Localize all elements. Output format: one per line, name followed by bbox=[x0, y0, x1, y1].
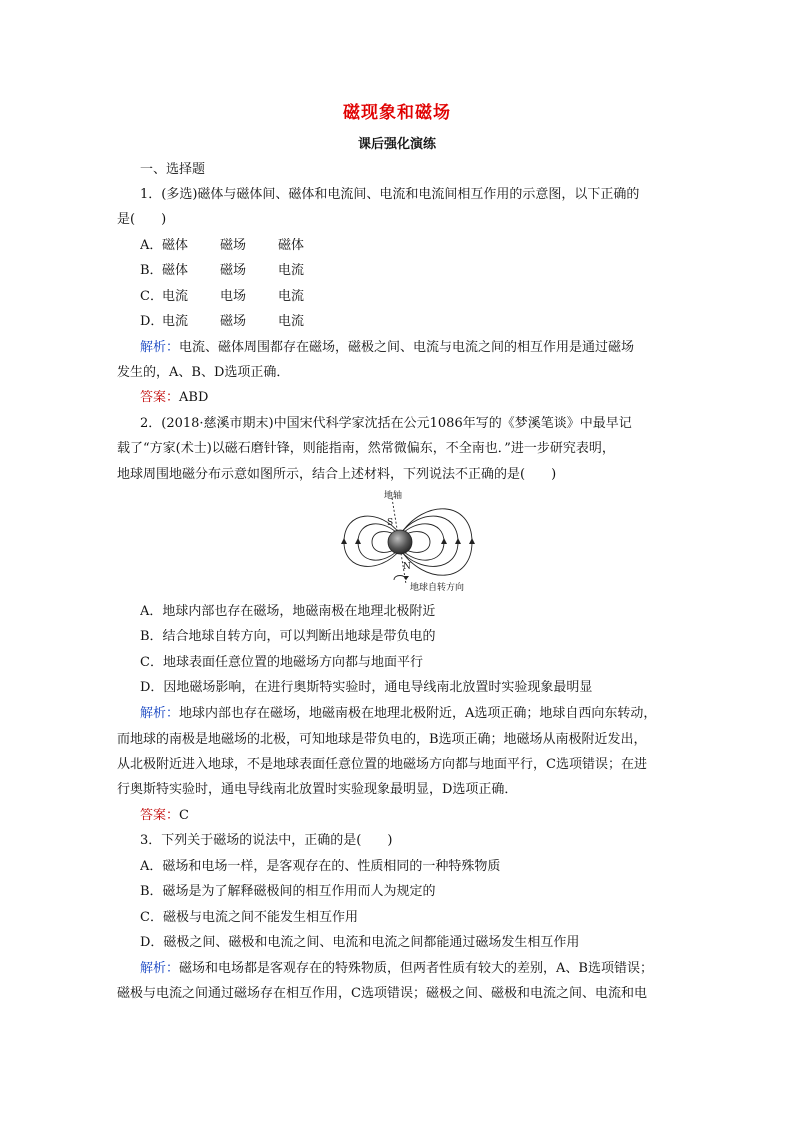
option-letter: A． bbox=[140, 238, 163, 253]
q2-stem-line1: 2．(2018·慈溪市期末)中国宋代科学家沈括在公元1086年写的《梦溪笔谈》中最早记 bbox=[140, 416, 632, 431]
option-letter: C． bbox=[140, 289, 163, 304]
earth-magnetic-field-figure bbox=[340, 488, 480, 594]
answer-value: C bbox=[179, 808, 189, 823]
option-letter: B． bbox=[140, 263, 163, 278]
analysis-label: 解析： bbox=[140, 706, 180, 721]
q2-stem-line3: 地球周围地磁分布示意如图所示，结合上述材料，下列说法不正确的是( ) bbox=[117, 467, 557, 482]
q2-option-a: A．地球内部也存在磁场，地磁南极在地理北极附近 bbox=[140, 604, 436, 619]
q2-option-b: B．结合地球自转方向，可以判断出地球是带负电的 bbox=[140, 629, 436, 644]
q2-answer bbox=[140, 808, 687, 824]
option-cell: 磁体 bbox=[162, 263, 189, 278]
answer-value: ABD bbox=[179, 390, 209, 405]
q2-option-d: D．因地磁场影响，在进行奥斯特实验时，通电导线南北放置时实验现象最明显 bbox=[140, 680, 593, 695]
section-heading: 一、选择题 bbox=[140, 162, 206, 177]
q1-option-b bbox=[140, 263, 710, 279]
pole-n-label: N bbox=[403, 562, 411, 572]
axis-label: 地轴 bbox=[384, 491, 403, 501]
option-cell: 电流 bbox=[278, 289, 305, 304]
analysis-text: 电流、磁体周围都存在磁场，磁极之间、电流与电流之间的相互作用是通过磁场 bbox=[179, 340, 635, 355]
analysis-label: 解析： bbox=[140, 340, 180, 355]
option-cell: 电场 bbox=[220, 289, 247, 304]
q2-analysis-line1 bbox=[140, 706, 687, 722]
q1-option-d bbox=[140, 314, 710, 330]
q3-option-a: A．磁场和电场一样，是客观存在的、性质相同的一种特殊物质 bbox=[140, 859, 501, 874]
q3-stem-line1: 3．下列关于磁场的说法中，正确的是( ) bbox=[140, 833, 393, 848]
page-title: 磁现象和磁场 bbox=[343, 103, 451, 123]
answer-label: 答案： bbox=[140, 390, 180, 405]
q1-answer bbox=[140, 390, 687, 406]
q1-option-a bbox=[140, 238, 710, 254]
option-cell: 磁场 bbox=[220, 263, 247, 278]
option-letter: D． bbox=[140, 314, 164, 329]
analysis-text: 磁场和电场都是客观存在的特殊物质，但两者性质有较大的差别，A、B选项错误； bbox=[179, 961, 653, 976]
earth-globe bbox=[388, 530, 412, 554]
q1-analysis-line2: 发生的，A、B、D选项正确． bbox=[117, 365, 290, 380]
analysis-label: 解析： bbox=[140, 961, 180, 976]
q1-stem-line2: 是( ) bbox=[117, 212, 167, 227]
option-cell: 磁场 bbox=[220, 314, 247, 329]
option-cell: 磁场 bbox=[220, 238, 247, 253]
answer-label: 答案： bbox=[140, 808, 180, 823]
q3-analysis-line2: 磁极与电流之间通过磁场存在相互作用，C选项错误；磁极之间、磁极和电流之间、电流和电 bbox=[117, 986, 647, 1001]
analysis-text: 地球内部也存在磁场，地磁南极在地理北极附近，A选项正确；地球自西向东转动， bbox=[179, 706, 657, 721]
q2-analysis-line3: 从北极附近进入地球，不是地球表面任意位置的地磁场方向都与地面平行，C选项错误；在进 bbox=[117, 757, 647, 772]
option-cell: 电流 bbox=[278, 314, 305, 329]
q2-option-c: C．地球表面任意位置的地磁场方向都与地面平行 bbox=[140, 655, 423, 670]
q2-analysis-line2: 而地球的南极是地磁场的北极，可知地球是带负电的，B选项正确；地磁场从南极附近发出， bbox=[117, 732, 647, 747]
page-subtitle: 课后强化演练 bbox=[357, 137, 436, 152]
pole-s-label: S bbox=[387, 518, 394, 528]
q1-option-c bbox=[140, 289, 710, 305]
option-cell: 磁体 bbox=[162, 238, 189, 253]
option-cell: 电流 bbox=[278, 263, 305, 278]
option-cell: 磁体 bbox=[278, 238, 305, 253]
q3-option-d: D．磁极之间、磁极和电流之间、电流和电流之间都能通过磁场发生相互作用 bbox=[140, 935, 580, 950]
q1-analysis-line1 bbox=[140, 340, 687, 356]
q3-option-b: B．磁场是为了解释磁极间的相互作用而人为规定的 bbox=[140, 884, 436, 899]
q3-analysis-line1 bbox=[140, 961, 687, 977]
option-cell: 电流 bbox=[162, 314, 189, 329]
field-lines-diagram bbox=[340, 488, 480, 594]
q3-option-c: C．磁极与电流之间不能发生相互作用 bbox=[140, 910, 358, 925]
q2-analysis-line4: 行奥斯特实验时，通电导线南北放置时实验现象最明显，D选项正确． bbox=[117, 782, 518, 797]
option-cell: 电流 bbox=[162, 289, 189, 304]
q1-stem-line1: 1．(多选)磁体与磁体间、磁体和电流间、电流和电流间相互作用的示意图，以下正确的 bbox=[140, 187, 640, 202]
q2-stem-line2: 载了“方家(术士)以磁石磨针锋，则能指南，然常微偏东，不全南也．”进一步研究表明， bbox=[117, 441, 615, 456]
rotation-direction-label: 地球自转方向 bbox=[410, 583, 465, 593]
